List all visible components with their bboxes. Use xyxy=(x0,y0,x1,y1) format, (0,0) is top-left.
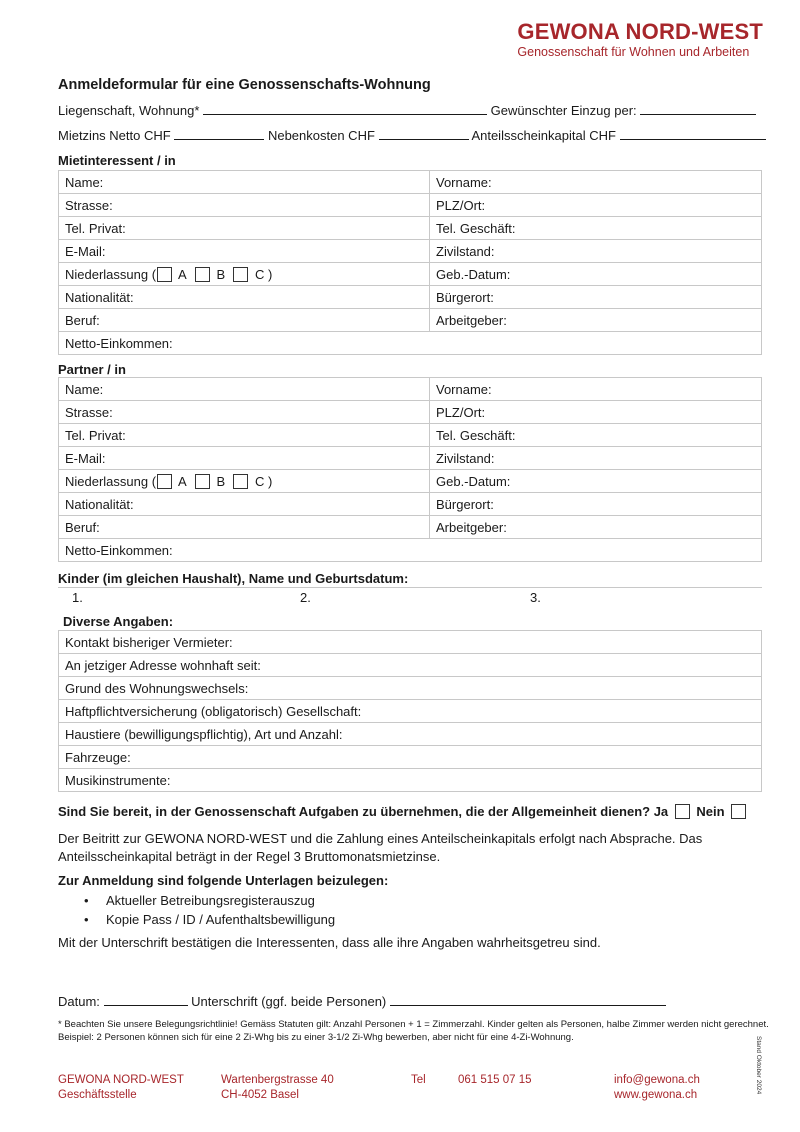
property-field[interactable] xyxy=(203,103,487,115)
permit-c-checkbox[interactable] xyxy=(233,267,248,282)
table-row xyxy=(59,332,762,355)
bullet-icon: • xyxy=(84,893,89,908)
table-row xyxy=(59,286,762,309)
misc-instruments[interactable]: Musikinstrumente: xyxy=(59,769,762,792)
table-row xyxy=(59,217,762,240)
applicant-birthdate[interactable]: Geb.-Datum: xyxy=(430,263,762,286)
footer-web[interactable]: www.gewona.ch xyxy=(614,1089,698,1101)
table-row xyxy=(59,447,762,470)
partner-nationality[interactable]: Nationalität: xyxy=(59,493,430,516)
list-item xyxy=(78,910,335,929)
footer-tel[interactable]: 061 515 07 15 xyxy=(458,1074,532,1086)
child-slot-2[interactable]: 2. xyxy=(300,590,311,605)
applicant-street[interactable]: Strasse: xyxy=(59,194,430,217)
permit-b-checkbox[interactable] xyxy=(195,267,210,282)
document-item: Aktueller Betreibungsregisterauszug xyxy=(106,893,315,908)
applicant-name[interactable]: Name: xyxy=(59,171,430,194)
permit-label: Niederlassung ( xyxy=(65,266,157,282)
question-yes-checkbox[interactable] xyxy=(675,804,690,819)
misc-landlord-contact[interactable]: Kontakt bisheriger Vermieter: xyxy=(59,631,762,654)
applicant-civil-status[interactable]: Zivilstand: xyxy=(430,240,762,263)
table-row xyxy=(59,631,762,654)
table-row xyxy=(59,470,762,493)
footer-office: Geschäftsstelle xyxy=(58,1089,137,1101)
applicant-hometown[interactable]: Bürgerort: xyxy=(430,286,762,309)
version-stamp: Stand Oktober 2024 xyxy=(755,1036,762,1095)
permit-c-label: C ) xyxy=(255,266,273,282)
question-no-label: Nein xyxy=(696,804,725,819)
property-row xyxy=(58,103,756,118)
footer-address xyxy=(221,1073,334,1103)
misc-reason[interactable]: Grund des Wohnungswechsels: xyxy=(59,677,762,700)
partner-permit-b-checkbox[interactable] xyxy=(195,474,210,489)
partner-civil-status[interactable]: Zivilstand: xyxy=(430,447,762,470)
share-field[interactable] xyxy=(620,128,766,140)
table-row xyxy=(59,424,762,447)
rent-field[interactable] xyxy=(174,128,264,140)
table-row xyxy=(59,378,762,401)
costs-label: Nebenkosten CHF xyxy=(267,128,375,143)
applicant-table xyxy=(58,170,762,355)
documents-heading: Zur Anmeldung sind folgende Unterlagen beizulegen: xyxy=(58,873,389,888)
table-row xyxy=(59,516,762,539)
footer-tel-label: Tel xyxy=(411,1074,426,1086)
table-row xyxy=(59,677,762,700)
permit-b-label: B xyxy=(216,266,226,282)
children-heading: Kinder (im gleichen Haushalt), Name und Geburtsdatum: xyxy=(58,571,409,586)
applicant-firstname[interactable]: Vorname: xyxy=(430,171,762,194)
table-row xyxy=(59,723,762,746)
table-row xyxy=(59,654,762,677)
table-row xyxy=(59,539,762,562)
footer-org-name: GEWONA NORD-WEST xyxy=(58,1074,184,1086)
footer-city: CH-4052 Basel xyxy=(221,1089,299,1101)
permit-label: Niederlassung ( xyxy=(65,473,157,489)
table-row xyxy=(59,194,762,217)
table-row xyxy=(59,401,762,424)
applicant-profession[interactable]: Beruf: xyxy=(59,309,430,332)
table-row xyxy=(59,769,762,792)
partner-birthdate[interactable]: Geb.-Datum: xyxy=(430,470,762,493)
footer-street: Wartenbergstrasse 40 xyxy=(221,1074,334,1086)
partner-firstname[interactable]: Vorname: xyxy=(430,378,762,401)
partner-profession[interactable]: Beruf: xyxy=(59,516,430,539)
misc-resident-since[interactable]: An jetziger Adresse wohnhaft seit: xyxy=(59,654,762,677)
document-item: Kopie Pass / ID / Aufenthaltsbewilligung xyxy=(106,912,336,927)
signature-field[interactable] xyxy=(390,994,666,1006)
brand-name: GEWONA NORD-WEST xyxy=(517,19,763,44)
partner-street[interactable]: Strasse: xyxy=(59,401,430,424)
rent-label: Mietzins Netto CHF xyxy=(58,128,171,143)
permit-a-label: A xyxy=(177,473,187,489)
misc-heading: Diverse Angaben: xyxy=(63,614,174,629)
partner-hometown[interactable]: Bürgerort: xyxy=(430,493,762,516)
partner-email[interactable]: E-Mail: xyxy=(59,447,430,470)
table-row xyxy=(59,240,762,263)
community-question xyxy=(58,804,749,819)
partner-income[interactable]: Netto-Einkommen: xyxy=(59,539,762,562)
table-row xyxy=(59,263,762,286)
question-text: Sind Sie bereit, in der Genossenschaft Aufgaben zu übernehmen, die der Allgemeinheit dienen? Ja xyxy=(58,804,669,819)
table-row xyxy=(59,493,762,516)
child-slot-1[interactable]: 1. xyxy=(72,590,83,605)
confirmation-text: Mit der Unterschrift bestätigen die Interessenten, dass alle ihre Angaben wahrheitsgetreu sind. xyxy=(58,935,601,950)
applicant-permit xyxy=(59,263,430,286)
applicant-tel-private[interactable]: Tel. Privat: xyxy=(59,217,430,240)
partner-heading: Partner / in xyxy=(58,362,126,377)
date-field[interactable] xyxy=(104,994,188,1006)
list-item xyxy=(78,891,335,910)
footer-contact xyxy=(614,1073,700,1103)
partner-permit xyxy=(59,470,430,493)
move-in-label: Gewünschter Einzug per: xyxy=(490,103,637,118)
partner-permit-a-checkbox[interactable] xyxy=(157,474,172,489)
misc-pets[interactable]: Haustiere (bewilligungspflichtig), Art und Anzahl: xyxy=(59,723,762,746)
date-label: Datum: xyxy=(58,994,100,1009)
applicant-tel-business[interactable]: Tel. Geschäft: xyxy=(430,217,762,240)
applicant-zip-city[interactable]: PLZ/Ort: xyxy=(430,194,762,217)
bullet-icon: • xyxy=(84,912,89,927)
signature-row xyxy=(58,994,666,1009)
move-in-field[interactable] xyxy=(640,103,756,115)
table-row xyxy=(59,309,762,332)
misc-table xyxy=(58,630,762,792)
partner-zip-city[interactable]: PLZ/Ort: xyxy=(430,401,762,424)
partner-tel-private[interactable]: Tel. Privat: xyxy=(59,424,430,447)
table-row xyxy=(59,746,762,769)
partner-table xyxy=(58,377,762,562)
partner-tel-business[interactable]: Tel. Geschäft: xyxy=(430,424,762,447)
membership-text: Der Beitritt zur GEWONA NORD-WEST und die Zahlung eines Anteilscheinkapitals erfolgt nach Absprache. Das Anteilsscheinkapital beträgt in der Regel 3 Bruttomonatsmietzinse. xyxy=(58,831,703,864)
permit-b-label: B xyxy=(216,473,226,489)
form-title: Anmeldeformular für eine Genossenschafts-Wohnung xyxy=(58,77,431,93)
misc-liability-insurance[interactable]: Haftpflichtversicherung (obligatorisch) Gesellschaft: xyxy=(59,700,762,723)
children-divider xyxy=(58,587,762,588)
brand-tagline: Genossenschaft für Wohnen und Arbeiten xyxy=(517,45,750,59)
partner-permit-c-checkbox[interactable] xyxy=(233,474,248,489)
applicant-heading: Mietinteressent / in xyxy=(58,153,176,168)
share-label: Anteilsscheinkapital CHF xyxy=(471,128,616,143)
signature-label: Unterschrift (ggf. beide Personen) xyxy=(191,994,387,1009)
applicant-email[interactable]: E-Mail: xyxy=(59,240,430,263)
applicant-employer[interactable]: Arbeitgeber: xyxy=(430,309,762,332)
property-label: Liegenschaft, Wohnung* xyxy=(58,103,200,118)
footer-email[interactable]: info@gewona.ch xyxy=(614,1074,700,1086)
documents-list xyxy=(78,891,335,929)
permit-c-label: C ) xyxy=(255,473,273,489)
partner-name[interactable]: Name: xyxy=(59,378,430,401)
permit-a-checkbox[interactable] xyxy=(157,267,172,282)
table-row xyxy=(59,171,762,194)
permit-a-label: A xyxy=(177,266,187,282)
table-row xyxy=(59,700,762,723)
misc-vehicles[interactable]: Fahrzeuge: xyxy=(59,746,762,769)
brand-logo xyxy=(517,20,763,60)
partner-employer[interactable]: Arbeitgeber: xyxy=(430,516,762,539)
costs-field[interactable] xyxy=(379,128,469,140)
question-no-checkbox[interactable] xyxy=(731,804,746,819)
footer-org xyxy=(58,1073,184,1103)
footnote: * Beachten Sie unsere Belegungsrichtlinie! Gemäss Statuten gilt: Anzahl Personen + 1 = Zimmerzahl. Kinder gelten als Personen, halbe Zimmer werden nicht gerechnet. Beispiel: 2 Personen können sich für eine 2 Zi-Whg bis zu einer 3-1/2 Zi-Whg bewerben, aber nicht für eine 4-Zi-Wohnung. xyxy=(58,1019,769,1043)
applicant-income[interactable]: Netto-Einkommen: xyxy=(59,332,762,355)
applicant-nationality[interactable]: Nationalität: xyxy=(59,286,430,309)
costs-row xyxy=(58,128,766,143)
child-slot-3[interactable]: 3. xyxy=(530,590,541,605)
